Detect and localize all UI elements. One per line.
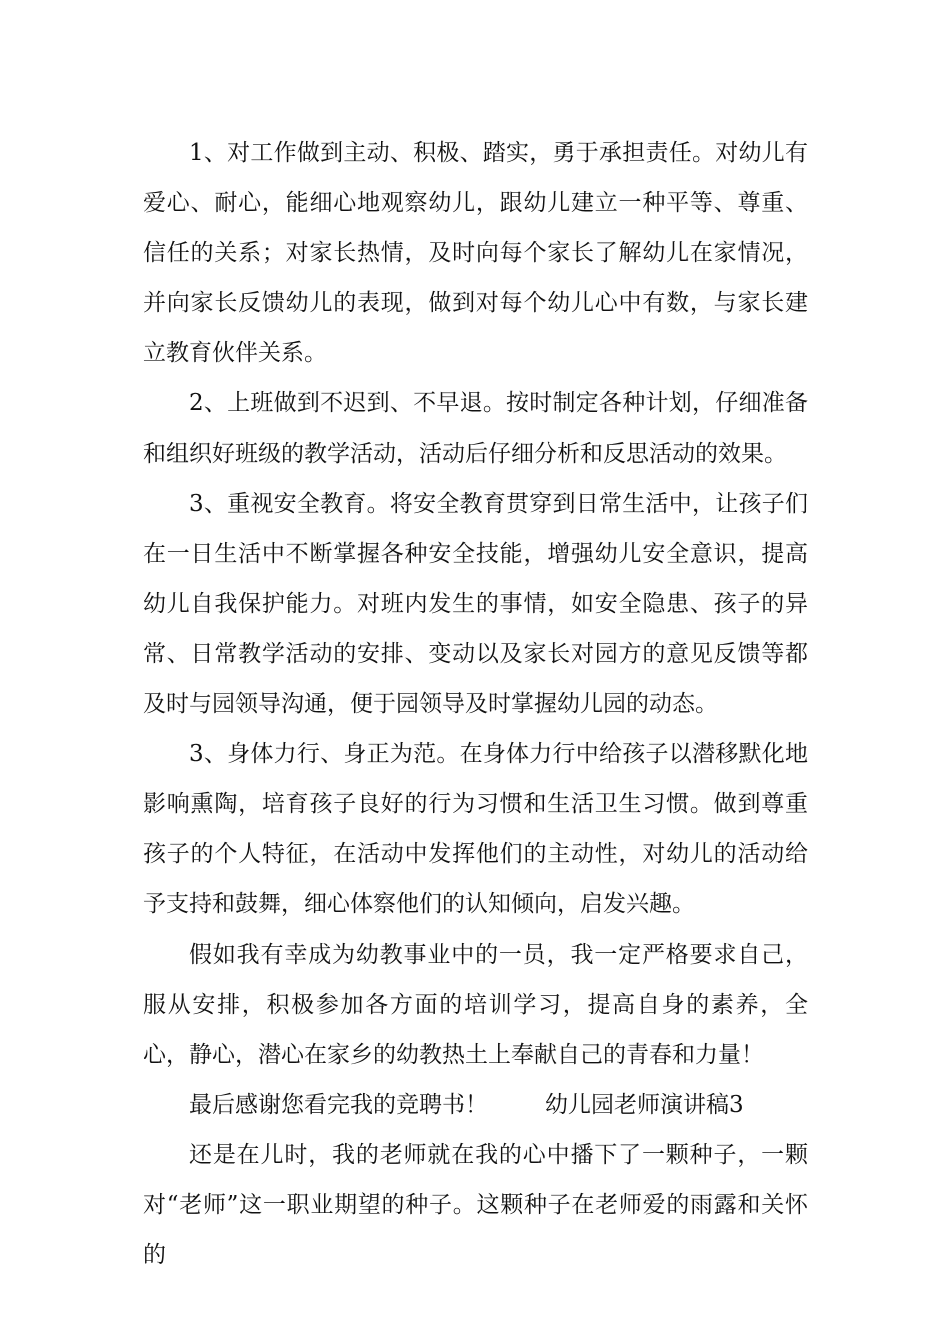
closing-line [143, 1080, 808, 1130]
next-speech-title: 幼儿园老师演讲稿3 [545, 1091, 744, 1118]
paragraph-speech-3-intro: 还是在儿时，我的老师就在我的心中播下了一颗种子，一颗对“老师”这一职业期望的种子。这颗种子在老师爱的雨露和关怀的 [143, 1141, 808, 1269]
closing-thanks: 最后感谢您看完我的竞聘书！ [189, 1091, 488, 1118]
paragraph-duty-2: 2、上班做到不迟到、不早退。按时制定各种计划，仔细准备和组织好班级的教学活动，活动后仔细分析和反思活动的效果。 [143, 390, 808, 467]
document-body [143, 128, 808, 1280]
paragraph-commitment: 假如我有幸成为幼教事业中的一员，我一定严格要求自己，服从安排，积极参加各方面的培训学习，提高自身的素养，全心，静心，潜心在家乡的幼教热土上奉献自己的青春和力量！ [143, 941, 808, 1068]
paragraph-duty-3-example: 3、身体力行、身正为范。在身体力行中给孩子以潜移默化地影响熏陶，培育孩子良好的行为习惯和生活卫生习惯。做到尊重孩子的个人特征，在活动中发挥他们的主动性，对幼儿的活动给予支持和鼓舞，细心体察他们的认知倾向，启发兴趣。 [143, 741, 808, 918]
paragraph-duty-3-safety: 3、重视安全教育。将安全教育贯穿到日常生活中，让孩子们在一日生活中不断掌握各种安全技能，增强幼儿安全意识，提高幼儿自我保护能力。对班内发生的事情，如安全隐患、孩子的异常、日常教学活动的安排、变动以及家长对园方的意见反馈等都及时与园领导沟通，便于园领导及时掌握幼儿园的动态。 [143, 490, 808, 718]
paragraph-duty-1: 1、对工作做到主动、积极、踏实，勇于承担责任。对幼儿有爱心、耐心，能细心地观察幼儿，跟幼儿建立一种平等、尊重、信任的关系；对家长热情，及时向每个家长了解幼儿在家情况，并向家长反馈幼儿的表现，做到对每个幼儿心中有数，与家长建立教育伙伴关系。 [143, 140, 808, 367]
